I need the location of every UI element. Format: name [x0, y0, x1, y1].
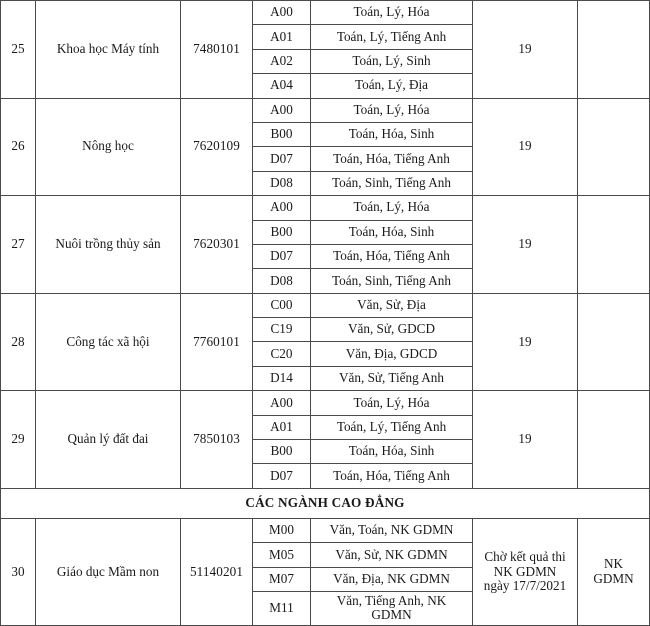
- combo-code: M00: [253, 518, 311, 542]
- combo-subjects: Toán, Lý, Hóa: [311, 391, 473, 415]
- row-note: [578, 518, 650, 625]
- table-row: [1, 196, 650, 220]
- combo-subjects: Văn, Sử, Tiếng Anh: [311, 366, 473, 390]
- combo-code: D08: [253, 269, 311, 293]
- row-note: [578, 1, 650, 99]
- combo-subjects: Toán, Lý, Địa: [311, 74, 473, 98]
- combo-code: B00: [253, 220, 311, 244]
- combo-code: C19: [253, 318, 311, 342]
- benchmark-score: 19: [473, 196, 578, 294]
- score-note-line-1: Chờ kết quả thi: [484, 548, 566, 564]
- row-index: 26: [1, 98, 36, 196]
- major-name: Quản lý đất đai: [36, 391, 181, 489]
- combo-code: M11: [253, 591, 311, 625]
- row-note: [578, 196, 650, 294]
- combo-code: D07: [253, 244, 311, 268]
- combo-code: C00: [253, 293, 311, 317]
- score-note-line-3: ngày 17/7/2021: [483, 578, 567, 594]
- major-code: 7760101: [181, 293, 253, 391]
- section-header-label: CÁC NGÀNH CAO ĐẲNG: [1, 488, 650, 518]
- row-index: 28: [1, 293, 36, 391]
- combo-subjects: Toán, Hóa, Sinh: [311, 122, 473, 146]
- combo-subjects: Toán, Sinh, Tiếng Anh: [311, 269, 473, 293]
- row-index: 25: [1, 1, 36, 99]
- note-line-1: NK: [603, 556, 624, 572]
- row-index: 27: [1, 196, 36, 294]
- row-index: 30: [1, 518, 36, 625]
- combo-code: B00: [253, 440, 311, 464]
- major-code: 7850103: [181, 391, 253, 489]
- combo-code: A00: [253, 391, 311, 415]
- table-row: [1, 98, 650, 122]
- combo-code: M07: [253, 567, 311, 591]
- major-code: 51140201: [181, 518, 253, 625]
- benchmark-score: 19: [473, 391, 578, 489]
- row-index: 29: [1, 391, 36, 489]
- combo-code: A00: [253, 196, 311, 220]
- combo-subjects: Toán, Lý, Hóa: [311, 196, 473, 220]
- table-row: [1, 1, 650, 25]
- combo-code: A00: [253, 98, 311, 122]
- combo-code: D14: [253, 366, 311, 390]
- table-row: [1, 391, 650, 415]
- combo-subjects: Toán, Hóa, Tiếng Anh: [311, 147, 473, 171]
- row-note: [578, 98, 650, 196]
- combo-code: C20: [253, 342, 311, 366]
- major-code: 7620109: [181, 98, 253, 196]
- benchmark-score: 19: [473, 98, 578, 196]
- combo-subjects: Toán, Sinh, Tiếng Anh: [311, 171, 473, 195]
- benchmark-score: [473, 518, 578, 625]
- major-name: Giáo dục Mầm non: [36, 518, 181, 625]
- combo-code: D08: [253, 171, 311, 195]
- combo-code: A01: [253, 25, 311, 49]
- combo-subjects: Văn, Địa, GDCD: [311, 342, 473, 366]
- benchmark-score: 19: [473, 293, 578, 391]
- row-note: [578, 293, 650, 391]
- combo-subjects: [311, 591, 473, 625]
- combo-subjects: Văn, Sử, GDCD: [311, 318, 473, 342]
- major-name: Khoa học Máy tính: [36, 1, 181, 99]
- combo-subjects: Văn, Toán, NK GDMN: [311, 518, 473, 542]
- major-name: Nông học: [36, 98, 181, 196]
- combo-subjects: Toán, Hóa, Sinh: [311, 440, 473, 464]
- combo-subjects: Toán, Lý, Hóa: [311, 1, 473, 25]
- section-header-row: [1, 488, 650, 518]
- combo-subjects: Toán, Lý, Hóa: [311, 98, 473, 122]
- combo-code: A04: [253, 74, 311, 98]
- combo-code: M05: [253, 543, 311, 567]
- row-note: [578, 391, 650, 489]
- combo-subjects-line-1: Văn, Tiếng Anh, NK: [336, 592, 447, 608]
- score-note-line-2: NK GDMN: [493, 563, 557, 579]
- major-code: 7620301: [181, 196, 253, 294]
- combo-code: A00: [253, 1, 311, 25]
- combo-subjects: Văn, Sử, Địa: [311, 293, 473, 317]
- combo-subjects: Văn, Địa, NK GDMN: [311, 567, 473, 591]
- combo-subjects: Văn, Sử, NK GDMN: [311, 543, 473, 567]
- table-row: [1, 518, 650, 542]
- combo-code: A01: [253, 415, 311, 439]
- combo-subjects: Toán, Hóa, Sinh: [311, 220, 473, 244]
- combo-code: B00: [253, 122, 311, 146]
- benchmark-score: 19: [473, 1, 578, 99]
- combo-code: D07: [253, 147, 311, 171]
- combo-subjects: Toán, Lý, Tiếng Anh: [311, 25, 473, 49]
- major-name: Công tác xã hội: [36, 293, 181, 391]
- major-name: Nuôi trồng thủy sản: [36, 196, 181, 294]
- combo-code: A02: [253, 49, 311, 73]
- combo-subjects: Toán, Hóa, Tiếng Anh: [311, 464, 473, 488]
- combo-subjects: Toán, Hóa, Tiếng Anh: [311, 244, 473, 268]
- combo-subjects-line-2: GDMN: [371, 607, 412, 623]
- combo-code: D07: [253, 464, 311, 488]
- combo-subjects: Toán, Lý, Sinh: [311, 49, 473, 73]
- note-line-2: GDMN: [593, 570, 634, 586]
- major-code: 7480101: [181, 1, 253, 99]
- table-row: [1, 293, 650, 317]
- combo-subjects: Toán, Lý, Tiếng Anh: [311, 415, 473, 439]
